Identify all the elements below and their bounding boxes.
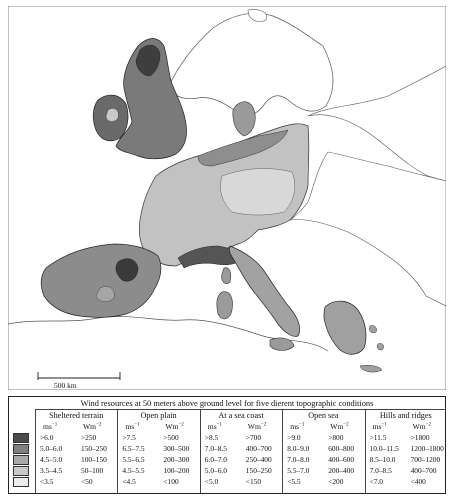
speed-unit-label: $ms^{-1}$ [372, 422, 387, 431]
wind-speed-value: >8.5 [204, 433, 219, 442]
legend-column-title: Sheltered terrain [49, 411, 104, 420]
wind-speed-value: 10.0–11.5 [369, 444, 399, 453]
wind-power-value: 700–1200 [410, 455, 441, 464]
wind-power-value: 200–400 [328, 466, 355, 475]
wind-power-value: 50–100 [81, 466, 104, 475]
wind-power-value: 400–700 [410, 466, 437, 475]
wind-power-value: 100–200 [163, 466, 190, 475]
swatch-class-2 [13, 444, 29, 454]
wind-speed-value: 7.0–8.5 [204, 444, 227, 453]
wind-speed-value: 4.5–5.0 [40, 455, 63, 464]
legend-column-title: At a sea coast [218, 411, 264, 420]
wind-power-value: >700 [245, 433, 262, 442]
wind-power-value: 150–250 [81, 444, 107, 453]
power-unit-label: $Wm^{-2}$ [412, 422, 431, 431]
legend-column [365, 409, 447, 493]
power-unit-label: $Wm^{-2}$ [247, 422, 267, 431]
wind-speed-value: 6.5–7.5 [122, 444, 145, 453]
wind-power-value: <100 [163, 477, 179, 486]
legend-column [117, 409, 199, 493]
wind-speed-value: 4.5–5.5 [122, 466, 145, 475]
wind-speed-value: >9.0 [287, 433, 301, 442]
wind-speed-value: <3.5 [40, 477, 54, 486]
ireland-low-wind-zone [106, 108, 118, 121]
wind-power-value: <150 [245, 477, 262, 486]
wind-speed-value: >7.5 [122, 433, 136, 442]
wind-power-value: 300–500 [163, 444, 190, 453]
wind-speed-value: 8.0–9.0 [287, 444, 310, 453]
wind-power-value: 400–600 [328, 455, 355, 464]
wind-speed-value: <4.5 [122, 477, 136, 486]
wind-speed-value: 7.0–8.0 [287, 455, 310, 464]
legend-column-title: Open plain [140, 411, 177, 420]
wind-speed-value: 7.0–8.5 [369, 466, 392, 475]
wind-power-value: <50 [81, 477, 93, 486]
power-unit-label: $Wm^{-2}$ [83, 422, 102, 431]
wind-speed-value: <5.0 [204, 477, 219, 486]
wind-power-value: <200 [328, 477, 344, 486]
legend-column-title: Open sea [308, 411, 339, 420]
scale-bar-label: 500 km [54, 381, 77, 390]
speed-unit-label: $ms^{-1}$ [43, 422, 58, 431]
wind-power-value: >1800 [410, 433, 430, 442]
wind-power-value: 100–150 [81, 455, 107, 464]
wind-power-value: 150–250 [245, 466, 272, 475]
legend-column [35, 409, 117, 493]
wind-speed-value: >11.5 [369, 433, 387, 442]
wind-speed-value: 5.0–6.0 [40, 444, 63, 453]
wind-power-value: <400 [410, 477, 426, 486]
swatch-class-3 [13, 455, 29, 465]
power-unit-label: $Wm^{-2}$ [165, 422, 184, 431]
wind-speed-value: 8.5–10.0 [369, 455, 396, 464]
speed-unit-label: $ms^{-1}$ [207, 422, 222, 431]
germany-lowland-zone [220, 169, 294, 215]
wind-speed-value: 5.0–6.0 [204, 466, 227, 475]
wind-power-value: 1200–1800 [410, 444, 444, 453]
wind-power-value: 250–400 [245, 455, 272, 464]
legend-column [282, 409, 364, 493]
wind-power-value: >250 [81, 433, 97, 442]
wind-speed-value: 3.5–4.5 [40, 466, 63, 475]
wind-speed-value: >6.0 [40, 433, 54, 442]
wind-speed-value: 5.5–7.0 [287, 466, 310, 475]
legend-column-title: Hills and ridges [379, 411, 432, 420]
wind-resource-map [8, 6, 446, 390]
wind-speed-value: <7.0 [369, 477, 384, 486]
speed-unit-label: $ms^{-1}$ [290, 422, 305, 431]
speed-unit-label: $ms^{-1}$ [125, 422, 140, 431]
wind-speed-value: 5.5–6.5 [122, 455, 145, 464]
wind-power-value: 600–800 [328, 444, 355, 453]
power-unit-label: $Wm^{-2}$ [330, 422, 349, 431]
wind-power-value: >800 [328, 433, 344, 442]
wind-speed-value: 6.0–7.0 [204, 455, 227, 464]
swatch-class-1 [13, 433, 29, 443]
swatch-class-5 [13, 477, 29, 487]
legend-column [200, 409, 282, 493]
legend-title: Wind resources at 50 meters above ground level for five dierent topographic conditions [80, 399, 374, 408]
wind-power-value: >500 [163, 433, 179, 442]
wind-resource-legend [8, 396, 446, 494]
wind-power-value: 200–300 [163, 455, 190, 464]
wind-power-value: 400–700 [245, 444, 272, 453]
sardinia-region [217, 292, 233, 319]
swatch-class-4 [13, 466, 29, 476]
wind-speed-value: <5.5 [287, 477, 301, 486]
